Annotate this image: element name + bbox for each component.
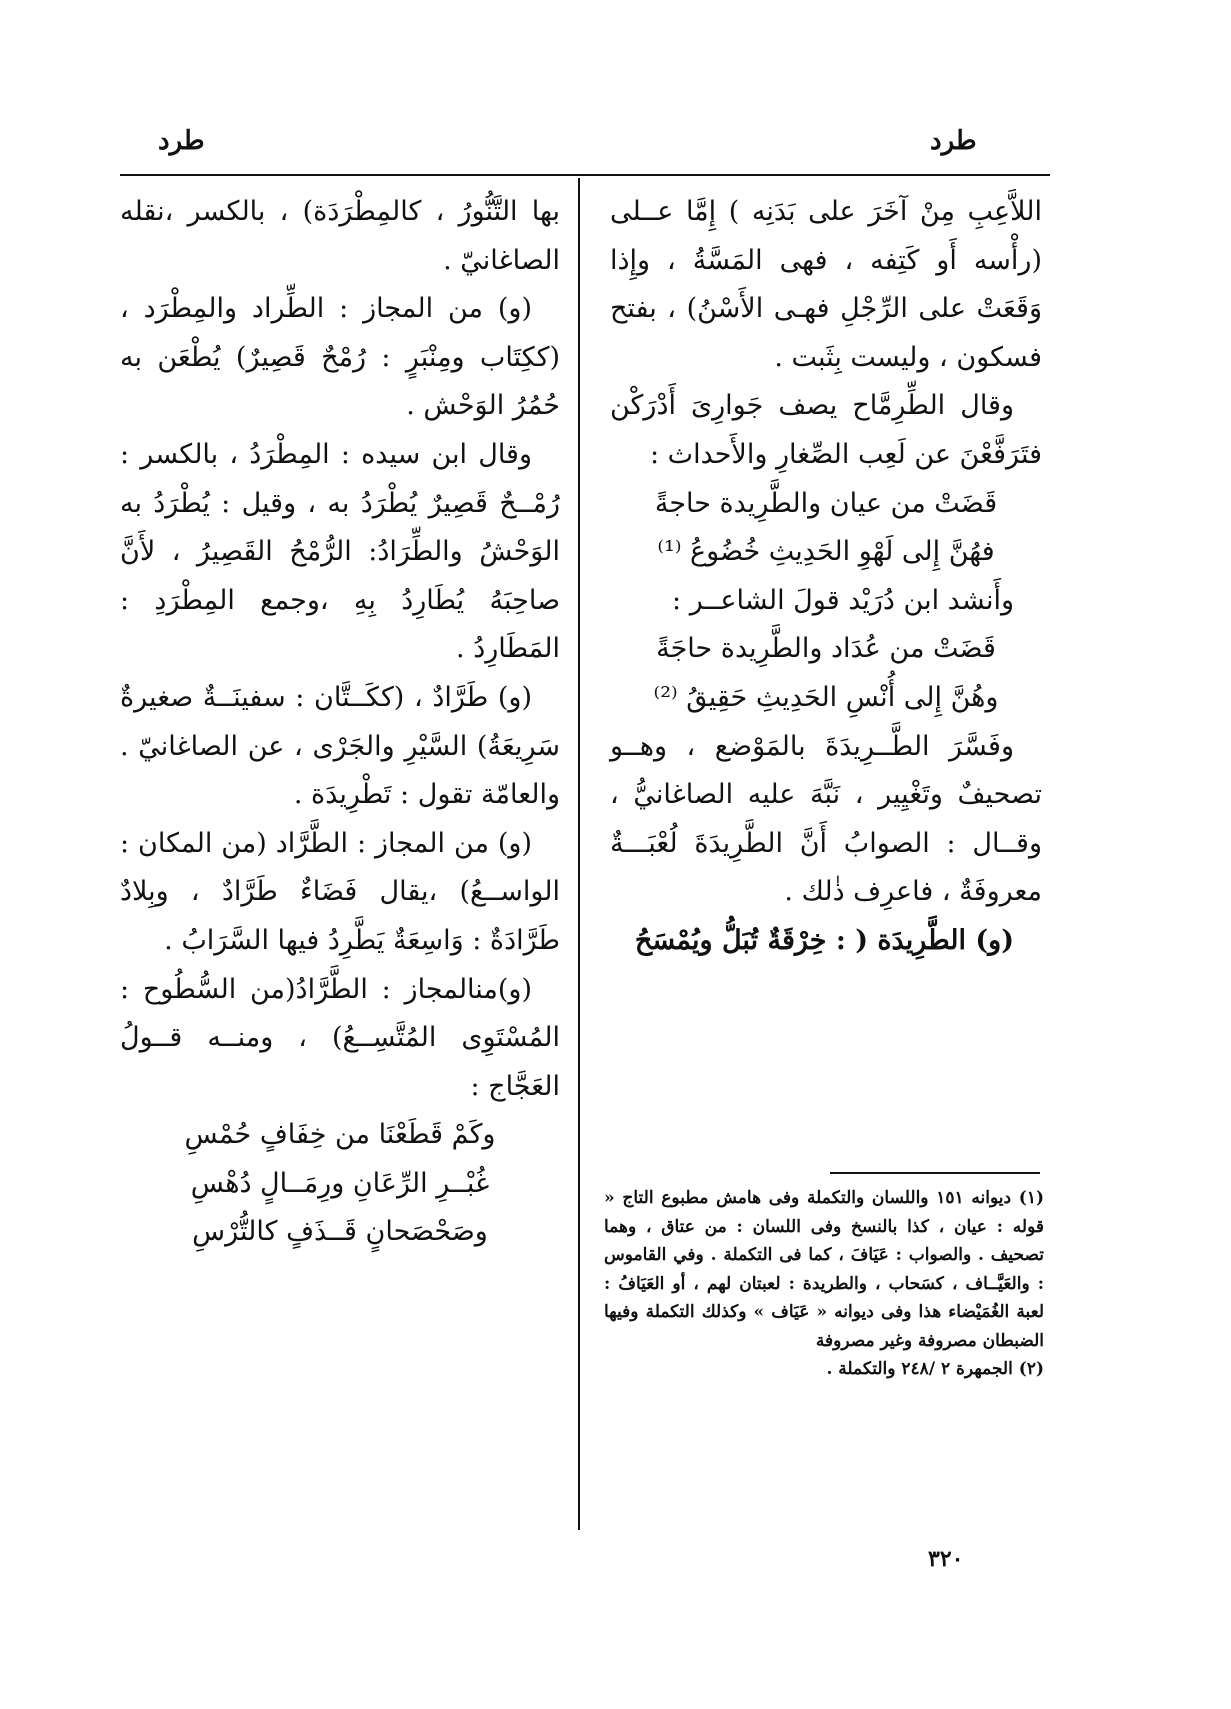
verse-line: وكَمْ قَطَعْنَا من خِفَافٍ حُمْسِ: [184, 1119, 496, 1151]
column-divider: [578, 178, 580, 1530]
running-header-left: طرد: [158, 126, 205, 156]
verse-line: قَضَتْ من عُدَاد والطَّرِيدة حاجَةً: [656, 633, 996, 665]
paragraph: وقال ابن سيده : المِطْرَدُ ، بالكسر : رُمْــحٌ قَصِيرٌ يُطْرَدُ به ، وقيل : يُطْرَدُ به الوَحْشُ والطِّرَادُ: الرُّمْحُ القَصِيرُ ، لأَنَّ صاحِبَهُ يُطَارِدُ بِهِ ،وجمع المِطْرَدِ : المَطَارِدُ .: [120, 438, 560, 665]
paragraph: وفَسَّرَ الطَّــرِيدَةَ بالمَوْضع ، وهــو تصحيفٌ وتَغْيِير ، نَبَّهَ عليه الصاغانيُّ ، وقــال : الصوابُ أَنَّ الطَّرِيدَةَ لُعْبَـــةٌ معروفَةٌ ، فاعرِف ذٰلك .: [610, 730, 1042, 908]
verse-line: فهُنَّ إِلى لَهْوِ الحَدِيثِ خُضُوعُ ⁽¹⁾: [657, 536, 995, 568]
page-number: ٣٢٠: [928, 1546, 964, 1572]
verse-line: وهُنَّ إِلى أُنْسِ الحَدِيثِ حَقِيقُ ⁽²⁾: [653, 681, 999, 713]
verse-line: غُبْــرِ الرِّعَانِ ورِمَــالٍ دُهْسِ: [190, 1167, 490, 1199]
footnotes: [604, 1184, 1044, 1384]
paragraph: (و)منالمجاز : الطَّرَّادُ(من السُّطُوح : المُسْتَوِى المُتَّسِــعُ) ، ومنــه قــولُ العَجَّاج :: [120, 973, 560, 1102]
paragraph: (و) من المجاز : الطَّرَّاد (من المكان : الواســعُ) ،يقال فَضَاءٌ طَرَّادٌ ، وبِلادٌ طَرَّادَةٌ : وَاسِعَةٌ يَطَّرِدُ فيها السَّرَابُ .: [120, 827, 560, 956]
left-column: [120, 188, 560, 1257]
paragraph: (و) طَرَّادٌ ، (ككَــتَّان : سفينَــةٌ صغيرةٌ سَرِيعَةُ) السَّيْرِ والجَرْى ، عن الصاغانيّ . والعامّة تقول : تَطْرِيدَة .: [120, 681, 560, 811]
footnote: (٢) الجمهرة ٢ /٢٤٨ والتكملة .: [826, 1359, 1044, 1379]
right-column: [610, 188, 1042, 966]
paragraph: (و) من المجاز : الطِّراد والمِطْرَد ، (ككِتَاب ومِنْبَرٍ : رُمْحٌ قَصِيرٌ) يُطْعَن به حُمُرُ الوَحْش .: [120, 293, 560, 422]
footnote-rule: [830, 1172, 1040, 1174]
paragraph: بها التَّنُّورُ ، كالمِطْرَدَة) ، بالكسر ،نقله الصاغانيّ .: [120, 196, 560, 276]
verse-line: قَضَتْ من عيان والطَّرِيدة حاجةً: [654, 487, 998, 519]
paragraph: اللاَّعِبِ مِنْ آخَرَ على بَدَنِه ) إِمَّا عــلى (رأْسه أَو كَتِفه ، فهى المَسَّةُ ، وإِذا وَقَعَتْ على الرِّجْلِ فهـى الأَسْنُ) ، بفتح فسكون ، وليست بِثَبت .: [610, 196, 1042, 373]
verse-line: وصَحْصَحانٍ قَــذَفٍ كالتُّرْسِ: [192, 1216, 488, 1248]
footnote: (١) ديوانه ١٥١ واللسان والتكملة وفى هامش مطبوع التاج « قوله : عيان ، كذا بالنسخ وفى اللسان : من عتاق ، وهما تصحيف . والصواب : عَيَافَ ، كما فى التكملة . وفي القاموس : والعَيَّــاف ، كسَحاب ، والطريدة : لعبتان لهم ، أو العَيَافُ : لعبة الغُمَيْضاء هذا وفى ديوانه « عَيَاف » وكذلك التكملة وفيها الضبطان مصروفة وغير مصروفة: [604, 1188, 1044, 1351]
entry-heading: (و) الطَّرِيدَة ( : خِرْقَةٌ تُبَلُّ ويُمْسَحُ: [634, 924, 1014, 956]
header-rule: [120, 174, 1050, 176]
paragraph: وأَنشد ابن دُرَيْد قولَ الشاعــر :: [672, 584, 1014, 616]
running-header-right: طرد: [930, 126, 977, 156]
paragraph: وقال الطِّرِمَّاح يصف جَوارِىَ أَدْرَكْن فتَرَفَّعْنَ عن لَعِب الصِّغارِ والأَحداث :: [610, 390, 1042, 470]
